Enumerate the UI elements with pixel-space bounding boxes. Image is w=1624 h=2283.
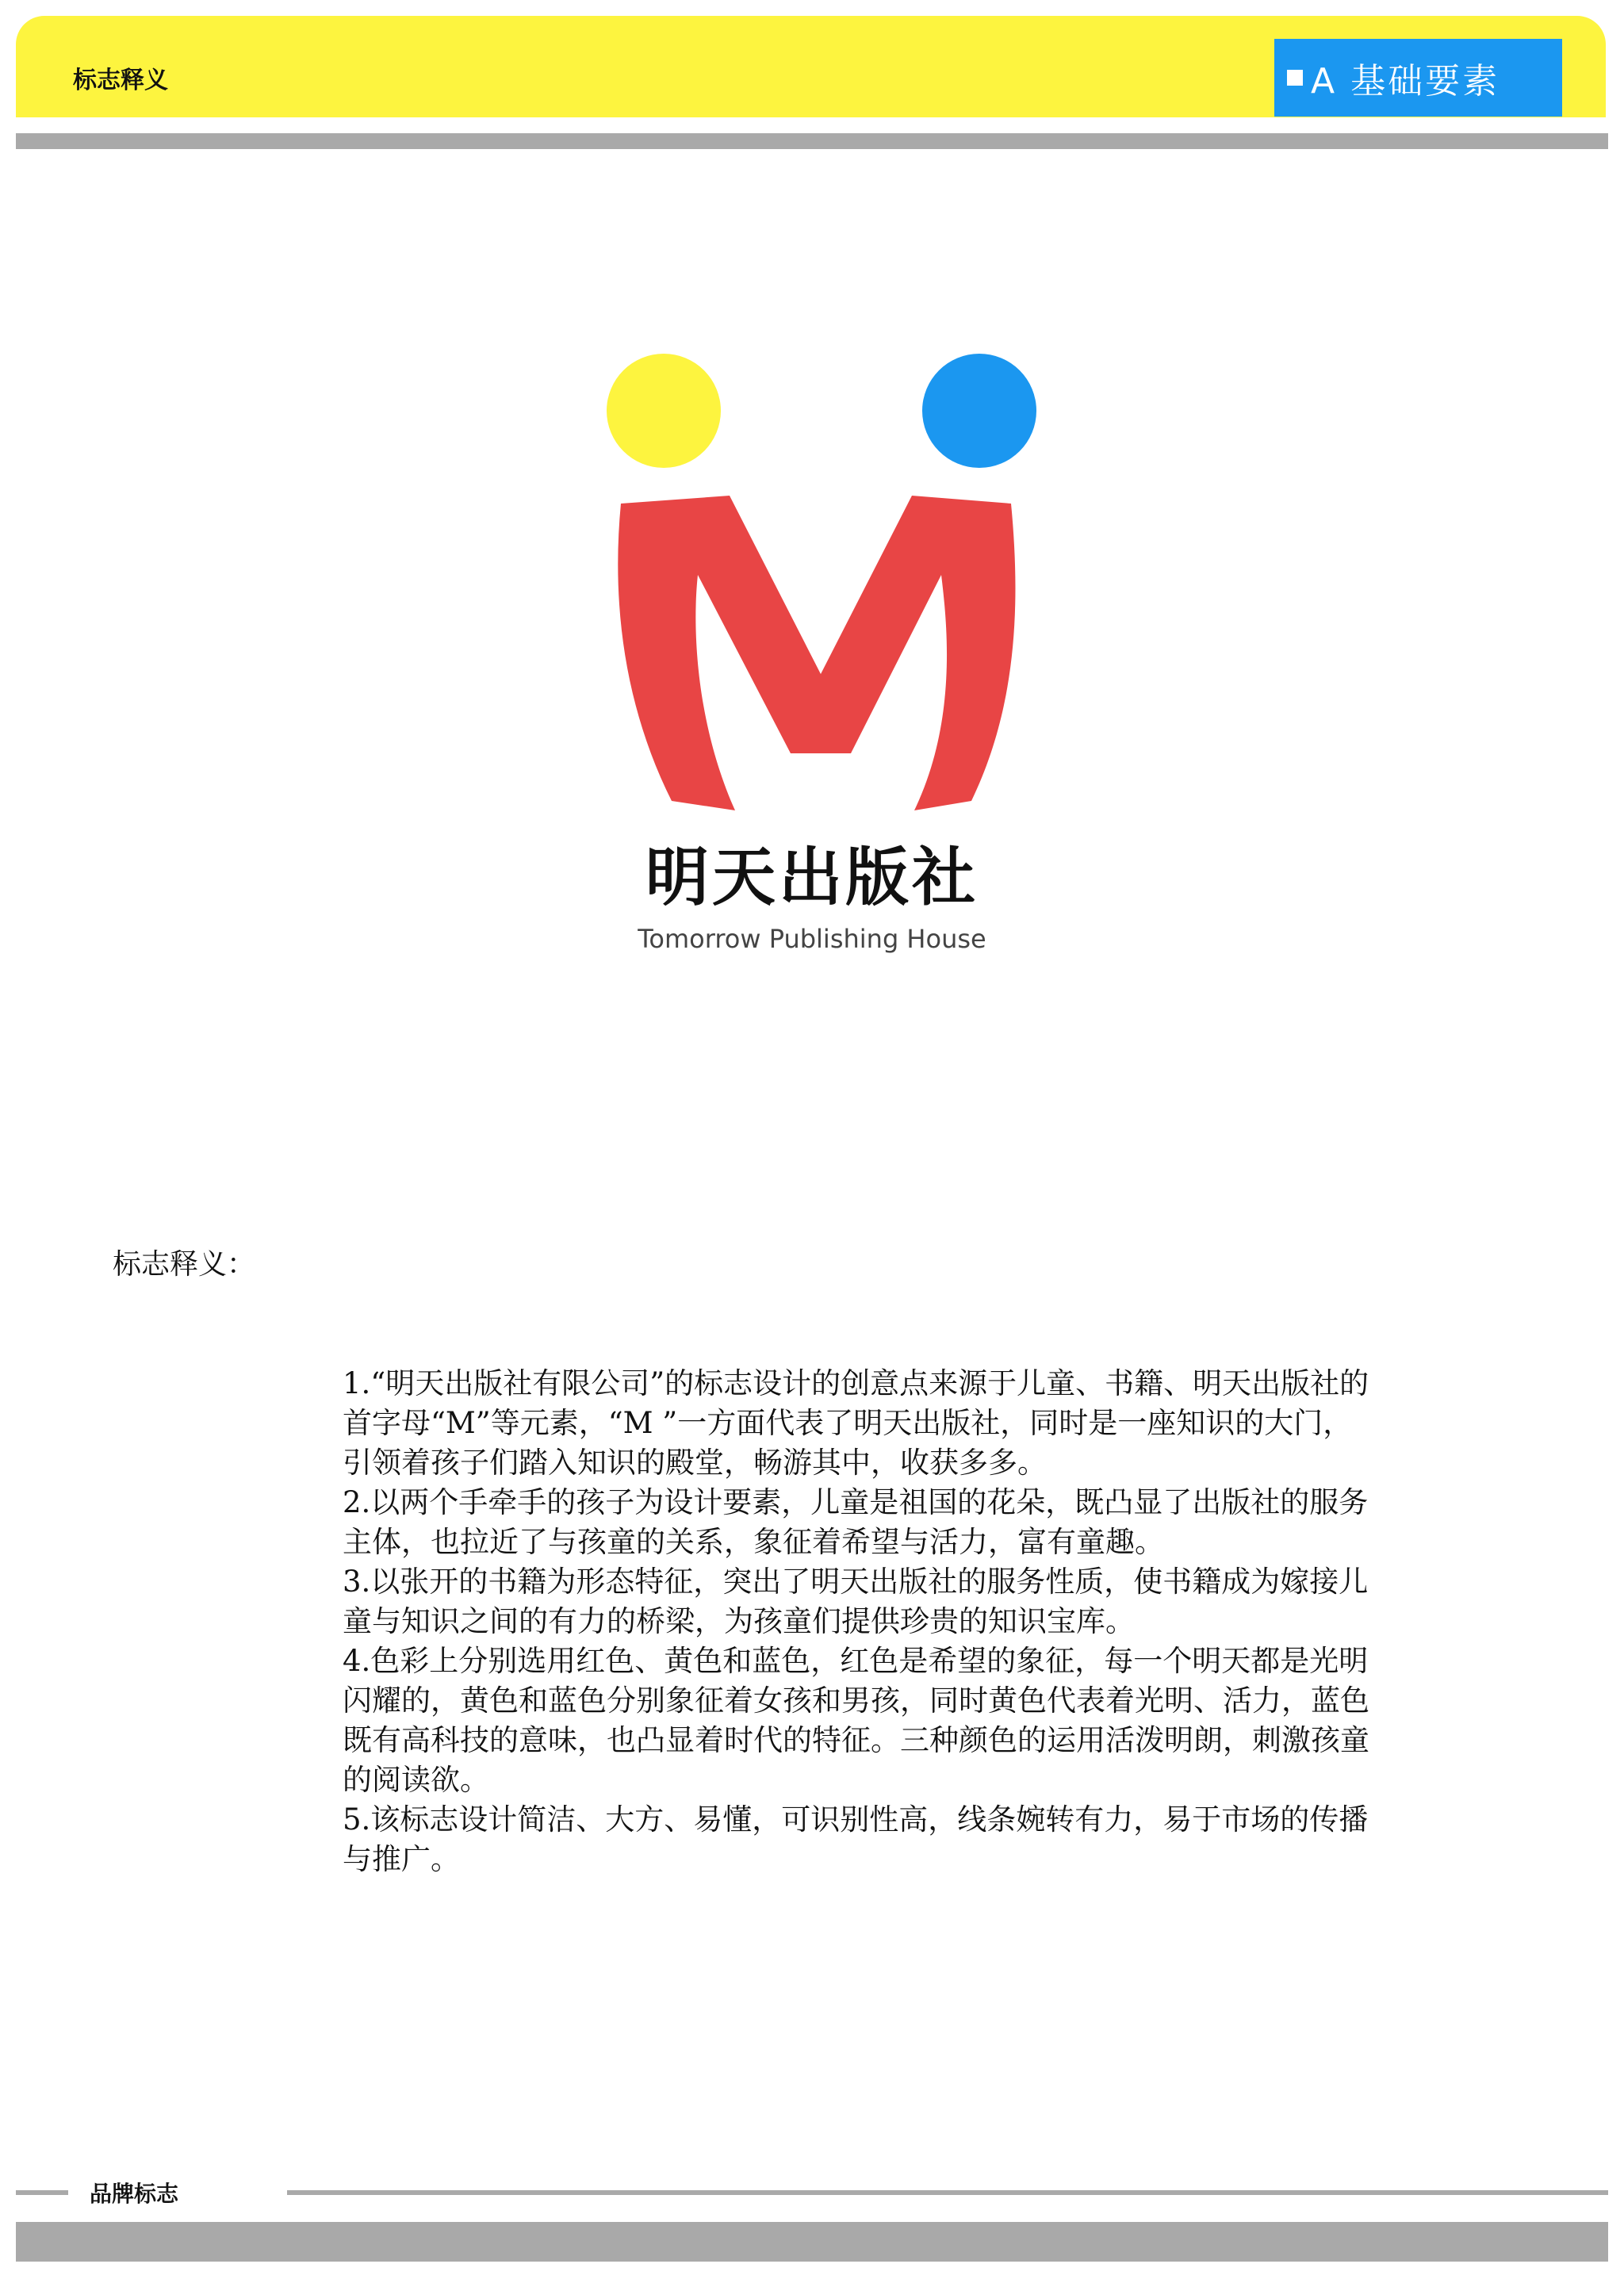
paragraph-4: 4.色彩上分别选用红色、黄色和蓝色，红色是希望的象征，每一个明天都是光明闪耀的，黄色和蓝色分别象征着女孩和男孩，同时黄色代表着光明、活力，蓝色既有高科技的意味，也凸显着时代的特征。三种颜色的运用活泼明朗，刺激孩童的阅读欲。: [343, 1644, 1369, 1797]
logo-m-shape: [618, 496, 1015, 810]
logo-yellow-circle: [607, 354, 721, 468]
footer-bar: [16, 2222, 1608, 2262]
square-icon: [1287, 70, 1303, 86]
paragraph-5: 5.该标志设计简洁、大方、易懂，可识别性高，线条婉转有力，易于市场的传播与推广。: [343, 1802, 1369, 1876]
header-divider: [16, 133, 1608, 149]
section-heading: 标志释义：: [113, 1248, 256, 1281]
footer-label: 品牌标志: [90, 2181, 179, 2207]
paragraph-1: 1.“明天出版社有限公司”的标志设计的创意点来源于儿童、书籍、明天出版社的首字母“M”等元素，“M ”一方面代表了明天出版社，同时是一座知识的大门，引领着孩子们踏入知识的殿堂，畅游其中，收获多多。: [343, 1366, 1369, 1480]
footer-accent-line: [16, 2190, 68, 2195]
footer-divider: [287, 2190, 1608, 2195]
logo-blue-circle: [922, 354, 1036, 468]
logo-wordmark-en: Tomorrow Publishing House: [638, 924, 986, 954]
description-text: [343, 1364, 1373, 1879]
logo-wordmark-cn: 明天出版社: [645, 841, 979, 914]
paragraph-3: 3.以张开的书籍为形态特征，突出了明天出版社的服务性质，使书籍成为嫁接儿童与知识之间的有力的桥梁，为孩童们提供珍贵的知识宝库。: [343, 1565, 1369, 1638]
paragraph-2: 2.以两个手牵手的孩子为设计要素，儿童是祖国的花朵，既凸显了出版社的服务主体，也拉近了与孩童的关系，象征着希望与活力，富有童趣。: [343, 1485, 1369, 1559]
section-badge: [1274, 39, 1562, 117]
section-badge-label: A 基础要素: [1311, 61, 1500, 102]
page-title: 标志释义: [73, 67, 168, 94]
